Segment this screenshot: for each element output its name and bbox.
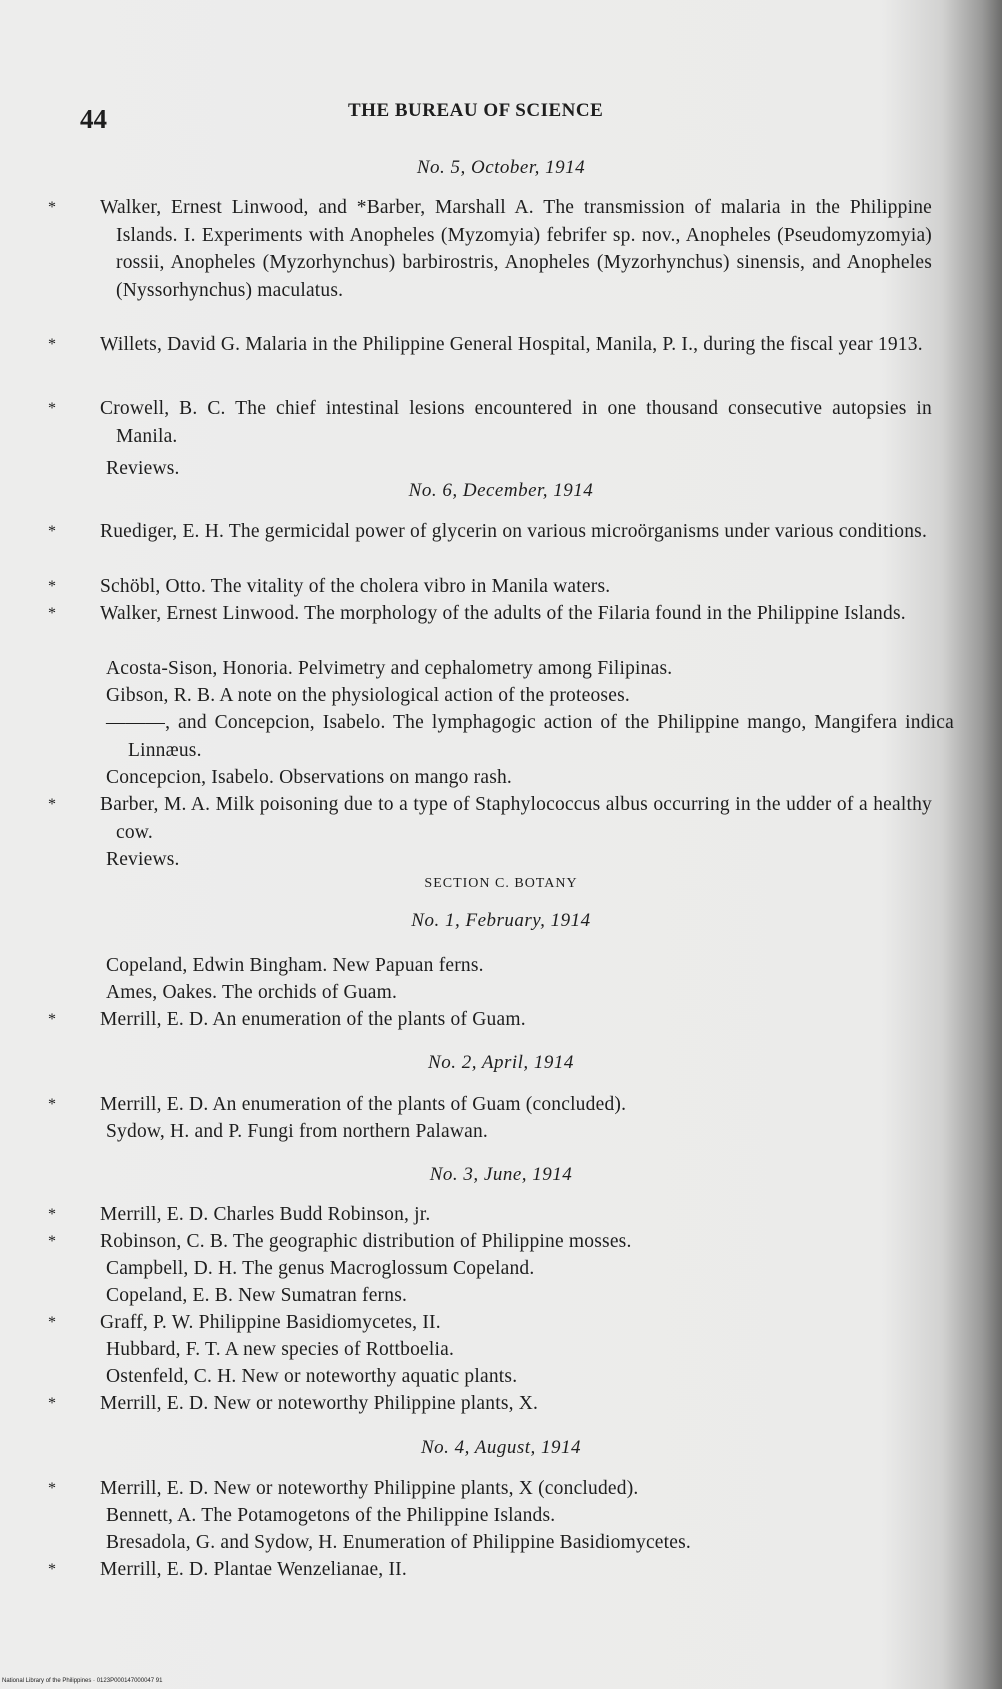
issue-heading: No. 5, October, 1914: [416, 157, 586, 178]
entry-text: Gibson, R. B. A note on the physiological action of the proteoses.: [106, 685, 630, 706]
asterisk-marker: *: [48, 336, 57, 353]
entry-text: Robinson, C. B. The geographic distribution of Philippine mosses.: [100, 1231, 632, 1252]
entry-text: Merrill, E. D. Charles Budd Robinson, jr.: [100, 1204, 431, 1225]
entry-text: Merrill, E. D. New or noteworthy Philippine plants, X (concluded).: [100, 1478, 639, 1499]
entry-text: Reviews.: [106, 458, 180, 479]
asterisk-marker: *: [48, 796, 57, 813]
issue-heading: No. 6, December, 1914: [408, 480, 594, 501]
asterisk-marker: *: [48, 1011, 57, 1028]
bibliography-entry: [48, 1556, 932, 1584]
bibliography-entry: [106, 979, 906, 1007]
entry-text: Willets, David G. Malaria in the Philippine General Hospital, Manila, P. I., during the fiscal year 1913.: [100, 334, 923, 355]
entry-text: Hubbard, F. T. A new species of Rottboelia.: [106, 1339, 455, 1360]
entry-text: Schöbl, Otto. The vitality of the cholera vibro in Manila waters.: [100, 576, 611, 597]
entry-text: Campbell, D. H. The genus Macroglossum Copeland.: [106, 1258, 535, 1279]
asterisk-marker: *: [48, 199, 57, 216]
bibliography-entry: [106, 1336, 906, 1364]
issue-heading: No. 4, August, 1914: [420, 1437, 582, 1458]
entry-text: Walker, Ernest Linwood, and *Barber, Marshall A. The transmission of malaria in the Philippine Islands. I. Experiments with Anopheles (Myzomyia) febrifer sp. nov., Anopheles (Pseudomyzomyia) rossii, Anopheles (Myzorhynchus) barbirostris, Anopheles (Myzorhynchus) sinensis, and Anopheles (Nyssorhynchus) maculatus.: [100, 197, 932, 301]
bibliography-entry: [106, 952, 906, 980]
bibliography-entry: [48, 331, 932, 359]
bibliography-entry: [48, 1201, 932, 1229]
bibliography-entry: [48, 573, 932, 601]
bibliography-entry: [106, 1118, 906, 1146]
entry-text: Ames, Oakes. The orchids of Guam.: [106, 982, 398, 1003]
asterisk-marker: *: [48, 1206, 57, 1223]
bibliography-entry: [106, 1529, 932, 1557]
section-heading: SECTION C. BOTANY: [424, 876, 578, 891]
entry-text: Graff, P. W. Philippine Basidiomycetes, II.: [100, 1312, 441, 1333]
bibliography-entry: [106, 764, 906, 792]
bibliography-entry: [106, 846, 806, 874]
entry-text: Bresadola, G. and Sydow, H. Enumeration of Philippine Basidiomycetes.: [106, 1532, 691, 1553]
asterisk-marker: *: [48, 1233, 57, 1250]
bibliography-entry: [48, 194, 932, 304]
bibliography-entry: [48, 1309, 932, 1337]
asterisk-marker: *: [48, 1096, 57, 1113]
entry-text: Merrill, E. D. An enumeration of the plants of Guam (concluded).: [100, 1094, 627, 1115]
running-head: [80, 100, 940, 140]
issue-heading: No. 3, June, 1914: [429, 1164, 573, 1185]
entry-text: Merrill, E. D. An enumeration of the plants of Guam.: [100, 1009, 526, 1030]
asterisk-marker: *: [48, 1561, 57, 1578]
bibliography-entry: [106, 1282, 906, 1310]
bibliography-entry: [48, 1390, 932, 1418]
asterisk-marker: *: [48, 1314, 57, 1331]
entry-text: Ostenfeld, C. H. New or noteworthy aquatic plants.: [106, 1366, 518, 1387]
bibliography-entry: [106, 682, 906, 710]
entry-text: Concepcion, Isabelo. Observations on mango rash.: [106, 767, 513, 788]
bibliography-entry: [48, 600, 932, 628]
page-number: 44: [80, 104, 107, 134]
bibliography-entry: [106, 1363, 906, 1391]
bibliography-entry: [48, 791, 932, 846]
entry-text: Bennett, A. The Potamogetons of the Philippine Islands.: [106, 1505, 556, 1526]
asterisk-marker: *: [48, 605, 57, 622]
bibliography-entry: [48, 395, 932, 450]
entry-text: Barber, M. A. Milk poisoning due to a type of Staphylococcus albus occurring in the udder of a healthy cow.: [100, 794, 932, 843]
entry-text: Copeland, E. B. New Sumatran ferns.: [106, 1285, 408, 1306]
entry-text: Ruediger, E. H. The germicidal power of glycerin on various microörganisms under various conditions.: [100, 521, 928, 542]
bibliography-entry: [106, 455, 806, 483]
entry-text: Crowell, B. C. The chief intestinal lesions encountered in one thousand consecutive autopsies in Manila.: [100, 398, 932, 447]
bibliography-entry: [48, 1091, 932, 1119]
asterisk-marker: *: [48, 1395, 57, 1412]
bibliography-entry: [106, 1255, 906, 1283]
entry-text: Acosta-Sison, Honoria. Pelvimetry and cephalometry among Filipinas.: [106, 658, 673, 679]
issue-heading: No. 1, February, 1914: [411, 910, 591, 931]
entry-text: ———, and Concepcion, Isabelo. The lymphagogic action of the Philippine mango, Mangifera indica Linnæus.: [106, 712, 954, 761]
asterisk-marker: *: [48, 400, 57, 417]
bibliography-entry: [48, 1228, 932, 1256]
issue-heading: No. 2, April, 1914: [428, 1052, 574, 1073]
bibliography-entry: [106, 709, 954, 764]
bibliography-entry: [48, 518, 932, 546]
journal-title: THE BUREAU OF SCIENCE: [348, 100, 604, 121]
entry-text: Merrill, E. D. New or noteworthy Philippine plants, X.: [100, 1393, 539, 1414]
asterisk-marker: *: [48, 523, 57, 540]
entry-text: Sydow, H. and P. Fungi from northern Palawan.: [106, 1121, 488, 1142]
asterisk-marker: *: [48, 1480, 57, 1497]
asterisk-marker: *: [48, 578, 57, 595]
scan-credit: National Library of the Philippines · 0123P000147000047 91: [2, 1678, 163, 1684]
entry-text: Copeland, Edwin Bingham. New Papuan ferns.: [106, 955, 484, 976]
bibliography-entry: [106, 1502, 932, 1530]
entry-text: Walker, Ernest Linwood. The morphology of the adults of the Filaria found in the Philippine Islands.: [100, 603, 906, 624]
entry-text: Merrill, E. D. Plantae Wenzelianae, II.: [100, 1559, 407, 1580]
entry-text: Reviews.: [106, 849, 180, 870]
bibliography-entry: [48, 1006, 932, 1034]
bibliography-entry: [48, 1475, 932, 1503]
bibliography-entry: [106, 655, 906, 683]
